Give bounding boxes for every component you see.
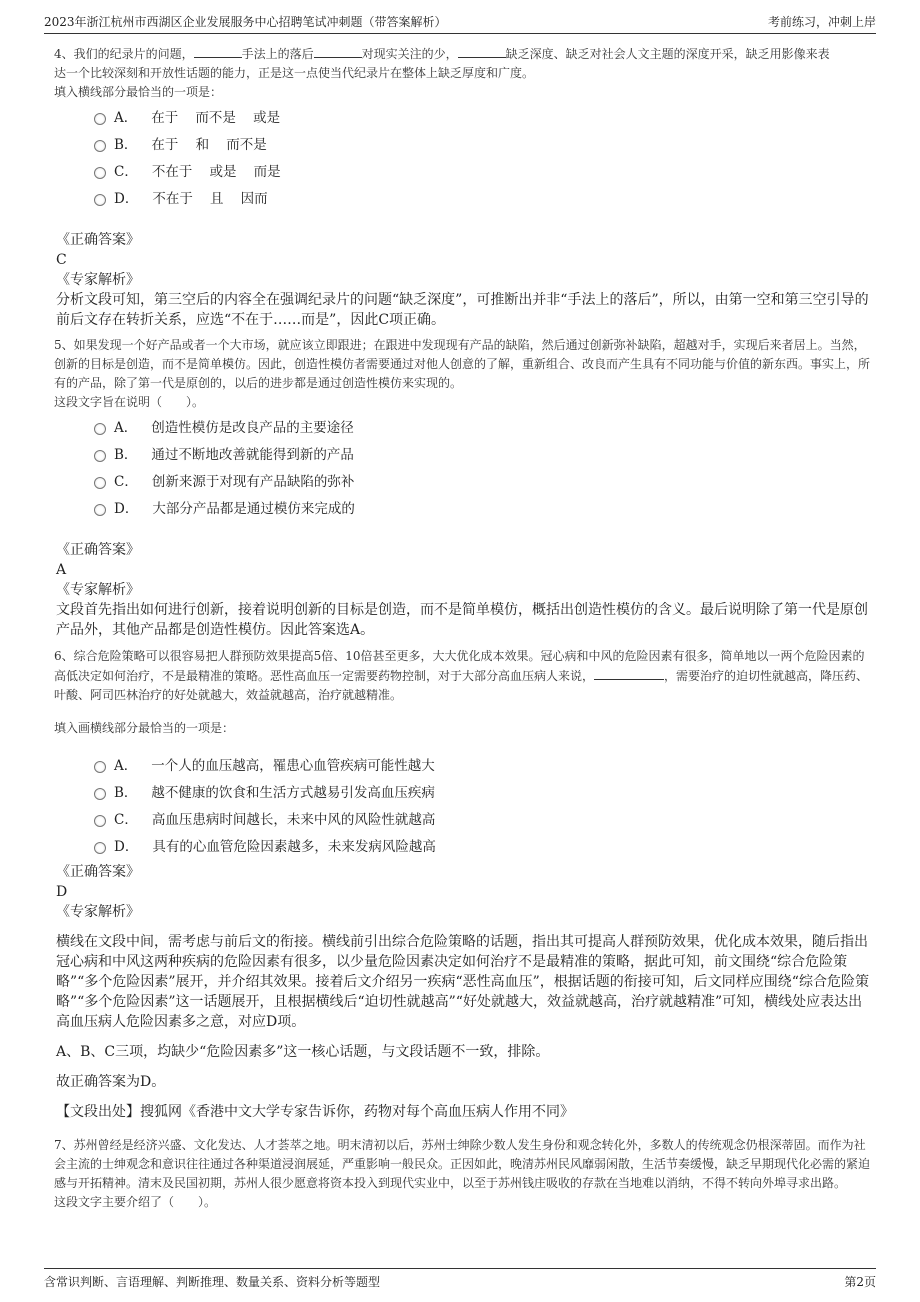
radio-button-icon[interactable] — [94, 140, 106, 152]
radio-button-icon[interactable] — [94, 194, 106, 206]
option-b[interactable]: B． 越不健康的饮食和生活方式越易引发高血压疾病 — [94, 777, 436, 804]
question-5-answer-block — [56, 540, 874, 640]
question-7-prompt: 这段文字主要介绍了（ ）。 — [54, 1195, 217, 1209]
option-c[interactable]: C． 不在于 或是 而是 — [94, 156, 281, 183]
radio-button-icon[interactable] — [94, 788, 106, 800]
answer-blank — [314, 44, 362, 58]
radio-button-icon[interactable] — [94, 504, 106, 516]
option-d[interactable]: D． 不在于 且 因而 — [94, 183, 281, 210]
analysis-text: 横线在文段中间，需考虑与前后文的衔接。横线前引出综合危险策略的话题，指出其可提高人群预防效果，优化成本效果，随后指出冠心病和中风这两种疾病的危险因素有很多，以少量危险因素决定如何治疗不是最精准的策略，据此可知，前文围绕“综合危险策略”“多个危险因素”展开，并介绍其效果。接着后文介绍另一疾病“恶性高血压”，根据话题的衔接可知，后文同样应围绕“综合危险策略”“多个危险因素”这一话题展开，且根据横线后“迫切性就越高”“好处就越大，效益就越高，治疗就越精准”可知，横线处应表达出高血压病人危险因素多之意，对应D项。 — [56, 934, 869, 1030]
radio-button-icon[interactable] — [94, 842, 106, 854]
option-c[interactable]: C． 高血压患病时间越长，未来中风的风险性就越高 — [94, 804, 436, 831]
radio-button-icon[interactable] — [94, 167, 106, 179]
option-a[interactable]: A． 创造性模仿是改良产品的主要途径 — [94, 412, 355, 439]
question-6-prompt: 填入画横线部分最恰当的一项是： — [54, 721, 235, 735]
question-6-stem: 6、综合危险策略可以很容易把人群预防效果提高5倍、10倍甚至更多，大大优化成本效果。冠心病和中风的危险因素有很多，简单地以一两个危险因素的高低决定如何治疗，不是最精准的策略。恶性高血压一定需要药物控制，对于大部分高血压病人来说， ，需要治疗的迫切性就越高，降压药、叶酸、阿司匹林治疗的好处就越大，效益就越高，治疗就越精准。 — [54, 649, 869, 702]
radio-button-icon[interactable] — [94, 113, 106, 125]
question-6 — [54, 647, 872, 738]
answer-blank — [194, 44, 242, 58]
answer-label: 《正确答案》 — [56, 864, 140, 880]
answer-blank — [594, 666, 664, 680]
question-5-prompt: 这段文字旨在说明（ ）。 — [54, 395, 205, 409]
question-6-answer-block — [56, 862, 874, 1122]
question-4-stem: 4、我们的纪录片的问题， 手法上的落后 对现实关注的少， 缺乏深度、缺乏对社会人文主题的深度开采，缺乏用影像来表 达一个比较深刻和开放性话题的能力，正是这一点使当代纪录片在整体上缺乏厚度和广度。 — [54, 44, 872, 83]
option-a[interactable]: A． 在于 而不是 或是 — [94, 102, 281, 129]
radio-button-icon[interactable] — [94, 477, 106, 489]
correct-answer: D — [56, 884, 68, 900]
answer-label: 《正确答案》 — [56, 542, 140, 558]
page-number: 第2页 — [844, 1274, 876, 1289]
option-b[interactable]: B． 通过不断地改善就能得到新的产品 — [94, 439, 355, 466]
question-5 — [54, 336, 872, 412]
radio-button-icon[interactable] — [94, 423, 106, 435]
question-4-options — [94, 102, 281, 210]
analysis-text: A、B、C三项，均缺少“危险因素多”这一核心话题，与文段话题不一致，排除。 — [56, 1044, 550, 1060]
analysis-label: 《专家解析》 — [56, 272, 140, 288]
question-7 — [54, 1136, 872, 1212]
page-footer — [44, 1268, 876, 1293]
question-5-stem: 5、如果发现一个好产品或者一个大市场，就应该立即跟进；在跟进中发现现有产品的缺陷，然后通过创新弥补缺陷，超越对手，实现后来者居上。当然，创新的目标是创造，而不是简单模仿。因此，创造性模仿者需要通过对他人创意的了解，重新组合、改良而产生具有不同功能与价值的新东西。事实上，所有的产品，除了第一代是原创的，以后的进步都是通过创造性模仿来实现的。 — [54, 338, 871, 390]
question-5-options — [94, 412, 355, 520]
header-slogan: 考前练习，冲刺上岸 — [767, 15, 876, 29]
document-title: 2023年浙江杭州市西湖区企业发展服务中心招聘笔试冲刺题（带答案解析） — [44, 15, 447, 29]
option-b[interactable]: B． 在于 和 而不是 — [94, 129, 281, 156]
radio-button-icon[interactable] — [94, 815, 106, 827]
question-7-stem: 7、苏州曾经是经济兴盛、文化发达、人才荟萃之地。明末清初以后，苏州士绅除少数人发生身份和观念转化外，多数人的传统观念仍根深蒂固。而作为社会主流的士绅观念和意识往往通过各种渠道浸润展延，严重影响一般民众。正因如此，晚清苏州民风靡弱闲散，生活节奏缓慢，缺乏早期现代化必需的紧迫感与开拓精神。清末及民国初期，苏州人很少愿意将资本投入到现代实业中，以至于苏州钱庄吸收的存款在当地难以消纳，不得不转向外埠寻求出路。 — [54, 1138, 871, 1190]
question-4-answer-block — [56, 230, 874, 330]
option-a[interactable]: A． 一个人的血压越高，罹患心血管疾病可能性越大 — [94, 750, 436, 777]
radio-button-icon[interactable] — [94, 450, 106, 462]
answer-label: 《正确答案》 — [56, 232, 140, 248]
question-4 — [54, 44, 872, 102]
analysis-label: 《专家解析》 — [56, 904, 140, 920]
question-4-prompt: 填入横线部分最恰当的一项是： — [54, 85, 223, 99]
correct-answer: C — [56, 252, 67, 268]
answer-blank — [458, 44, 506, 58]
analysis-label: 《专家解析》 — [56, 582, 140, 598]
radio-button-icon[interactable] — [94, 761, 106, 773]
option-c[interactable]: C． 创新来源于对现有产品缺陷的弥补 — [94, 466, 355, 493]
analysis-text: 文段首先指出如何进行创新，接着说明创新的目标是创造，而不是简单模仿，概括出创造性模仿的含义。最后说明除了第一代是原创产品外，其他产品都是创造性模仿。因此答案选A。 — [56, 602, 868, 638]
source-citation: 【文段出处】搜狐网《香港中文大学专家告诉你，药物对每个高血压病人作用不同》 — [56, 1104, 574, 1120]
option-d[interactable]: D． 具有的心血管危险因素越多，未来发病风险越高 — [94, 831, 436, 858]
footer-note: 含常识判断、言语理解、判断推理、数量关系、资料分析等题型 — [44, 1274, 381, 1289]
analysis-text: 分析文段可知，第三空后的内容全在强调纪录片的问题“缺乏深度”，可推断出并非“手法上的落后”，所以，由第一空和第三空引导的前后文存在转折关系，应选“不在于……而是”，因此C项正确。 — [56, 292, 869, 328]
analysis-text: 故正确答案为D。 — [56, 1074, 166, 1090]
page-header — [44, 8, 876, 34]
option-d[interactable]: D． 大部分产品都是通过模仿来完成的 — [94, 493, 355, 520]
correct-answer: A — [56, 562, 67, 578]
question-6-options — [94, 750, 436, 858]
